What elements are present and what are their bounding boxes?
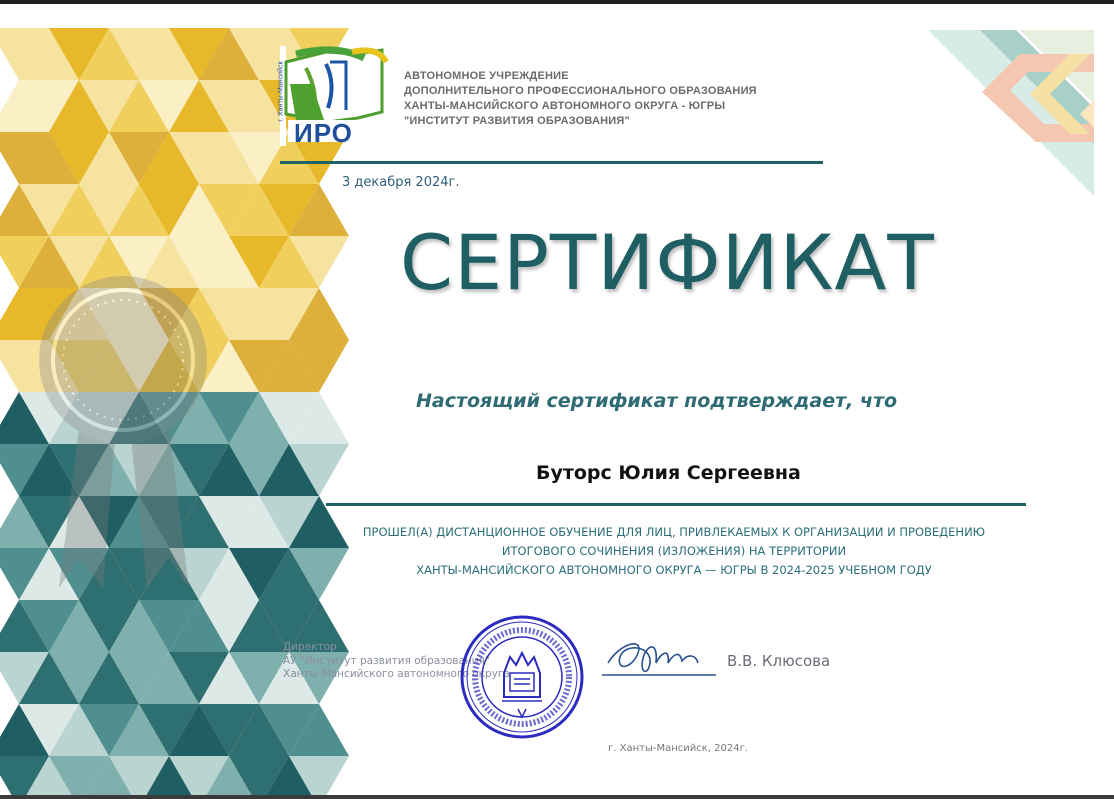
certificate-subtitle: Настоящий сертификат подтверждает, что [416,390,898,412]
header-divider [280,161,823,164]
org-line: ХАНТЫ-МАНСИЙСКОГО АВТОНОМНОГО ОКРУГА - ЮГРЫ [404,100,726,112]
triangle-pattern [19,28,247,772]
signatory-line: АУ "Институт развития образования" [283,654,490,667]
signatory-title [283,641,510,682]
org-line: "ИНСТИТУТ РАЗВИТИЯ ОБРАЗОВАНИЯ" [404,115,630,127]
bottom-border [0,795,1114,799]
signature-image [598,633,722,681]
decorative-side-strip [19,28,247,772]
logo-text: ИРО [294,118,353,148]
signatory-name: В.В. Клюсова [727,652,831,670]
course-line: ПРОШЕЛ(А) ДИСТАНЦИОННОЕ ОБУЧЕНИЕ ДЛЯ ЛИЦ, ПРИВЛЕКАЕМЫХ К ОРГАНИЗАЦИИ И ПРОВЕДЕНИЮ [362,525,986,539]
top-border [0,0,1114,4]
course-line: ХАНТЫ-МАНСИЙСКОГО АВТОНОМНОГО ОКРУГА — ЮГРЫ В 2024-2025 УЧЕБНОМ ГОДУ [416,563,932,577]
org-line: АВТОНОМНОЕ УЧРЕЖДЕНИЕ [404,70,569,82]
signatory-line: Ханты-Мансийского автономного округа [283,668,510,680]
corner-chevron-decoration [920,24,1094,198]
signatory-line: Директор [283,641,337,653]
logo-city: г. Ханты-Мансийск [277,61,285,122]
issue-date: 3 декабря 2024г. [342,175,460,190]
organization-name [404,69,824,129]
iro-logo [266,44,390,148]
org-line: ДОПОЛНИТЕЛЬНОГО ПРОФЕССИОНАЛЬНОГО ОБРАЗОВАНИЯ [404,85,757,97]
certificate-title: СЕРТИФИКАТ [400,218,935,307]
recipient-divider [326,503,1026,506]
place-and-year: г. Ханты-Мансийск, 2024г. [608,743,749,754]
course-description [324,523,1024,580]
official-seal [458,613,586,741]
course-line: ИТОГОВОГО СОЧИНЕНИЯ (ИЗЛОЖЕНИЯ) НА ТЕРРИТОРИИ [501,544,847,558]
recipient-name: Буторс Юлия Сергеевна [536,462,801,484]
